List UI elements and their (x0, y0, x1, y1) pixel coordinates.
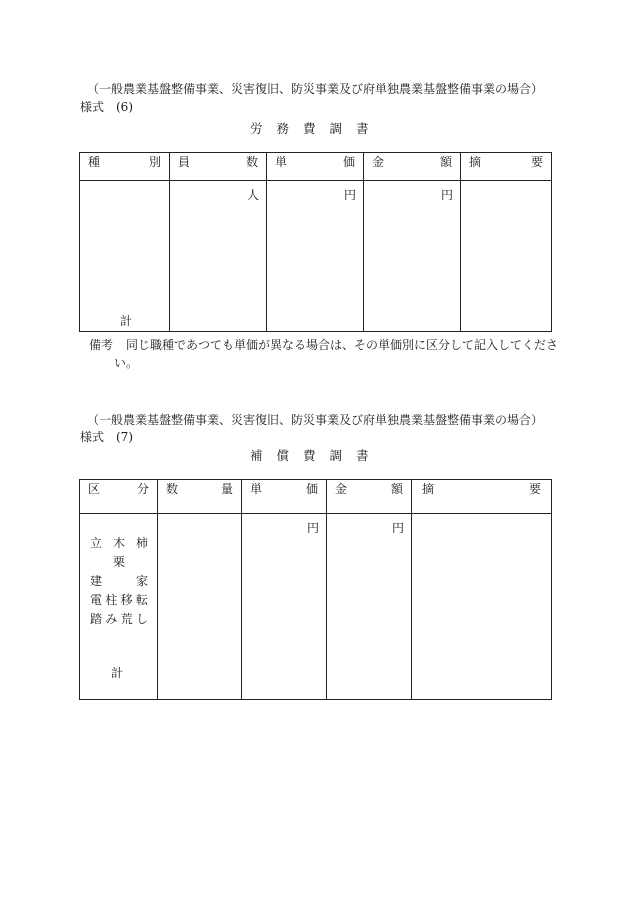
item-chestnut: 栗 (112, 555, 125, 569)
form7-col-remarks: 摘 要 (422, 482, 541, 496)
form7-title: 補償費調書 (250, 448, 383, 463)
form7-unit-yen-amount: 円 (391, 521, 404, 535)
form6-total-label: 計 (120, 314, 133, 328)
form6-table (79, 152, 552, 332)
form6-note-text-1: 同じ職種であつても単価が異なる場合は、その単価別に区分して記入してくださ (126, 338, 559, 352)
form7-unit-yen-price: 円 (306, 521, 319, 535)
form7-col-amount: 金 額 (335, 482, 403, 496)
form6-header-row (80, 153, 552, 181)
form6-col-amount: 金 額 (372, 155, 452, 169)
form7-header-row (80, 480, 552, 514)
form7-caption: （一般農業基盤整備事業、災害復旧、防災事業及び府単独農業基盤整備事業の場合） (87, 413, 544, 427)
item-standing-trees: 立 木 柿 (90, 536, 148, 550)
item-buildings: 建 家 (90, 574, 148, 588)
form6-col-type: 種 別 (88, 155, 161, 169)
form6-style-number: 様式 (6) (80, 100, 133, 114)
form7-col-quantity: 数 量 (166, 482, 233, 496)
item-trampling-damage: 踏 み 荒 し (90, 612, 148, 626)
form6-note-label: 備考 (89, 338, 114, 352)
form6-unit-yen-price: 円 (343, 188, 356, 202)
item-utility-pole-relocation: 電 柱 移 転 (90, 593, 148, 607)
form6-unit-yen-amount: 円 (440, 188, 453, 202)
form6-unit-person: 人 (246, 188, 259, 202)
form7-col-unit-price: 単 価 (250, 482, 318, 496)
form7-total-label: 計 (111, 666, 124, 680)
form6-col-count: 員 数 (178, 155, 258, 169)
form7-style-number: 様式 (7) (80, 430, 133, 444)
form7-body-row (80, 514, 552, 700)
form7-category-list (80, 514, 157, 699)
form6-col-remarks: 摘 要 (469, 155, 543, 169)
form7-table (79, 479, 552, 700)
form6-body-row (80, 181, 552, 332)
form6-note-text-2: い。 (114, 356, 139, 370)
form6-title: 労務費調書 (250, 121, 383, 136)
form6-caption: （一般農業基盤整備事業、災害復旧、防災事業及び府単独農業基盤整備事業の場合） (87, 82, 544, 96)
form7-col-category: 区 分 (88, 482, 149, 496)
form6-col-unit-price: 単 価 (275, 155, 355, 169)
